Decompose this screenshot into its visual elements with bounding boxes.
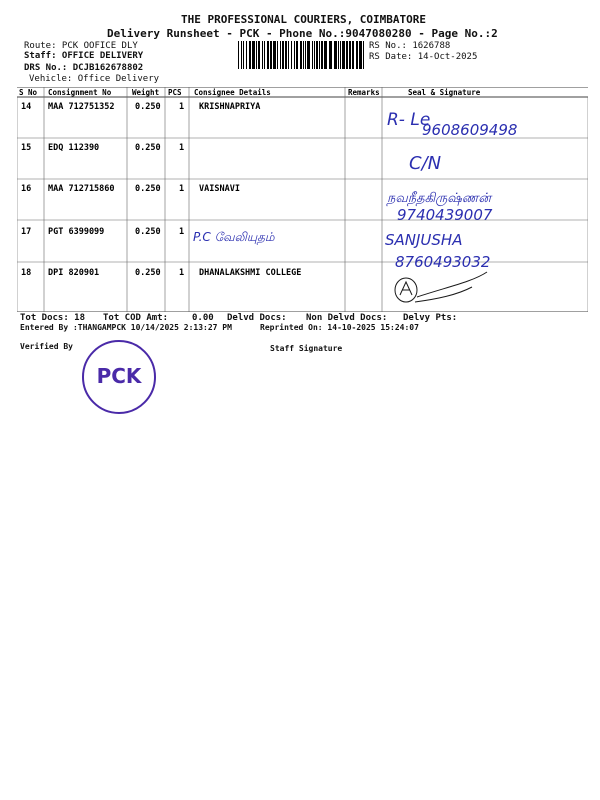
- signature-phone: 9740439007: [397, 206, 493, 224]
- signature-text: C/N: [409, 153, 442, 174]
- col-pcs: PCS: [168, 88, 182, 97]
- row-consignment: PGT 6399099: [48, 227, 105, 237]
- drs-number: DRS No.: DCJB162678802: [24, 63, 144, 73]
- row-sno: 15: [21, 143, 32, 153]
- row-pcs: 1: [179, 143, 185, 153]
- col-seal-signature: Seal & Signature: [408, 88, 481, 97]
- staff-signature: Staff Signature: [270, 344, 343, 353]
- vehicle-text: Vehicle: Office Delivery: [29, 74, 160, 84]
- col-weight: Weight: [132, 88, 160, 97]
- delvy-pts: Delvy Pts:: [403, 313, 458, 323]
- row-consignment: EDQ 112390: [48, 143, 100, 153]
- signature-text: R- Le: [387, 110, 431, 130]
- row-pcs: 1: [179, 184, 185, 194]
- row-sno: 16: [21, 184, 32, 194]
- entered-by: Entered By :THANGAMPCK 10/14/2025 2:13:27 PM: [20, 323, 232, 332]
- tot-cod-label: Tot COD Amt:: [103, 313, 169, 323]
- reprinted-on: Reprinted On: 14-10-2025 15:24:07: [260, 323, 419, 332]
- company-title: THE PROFESSIONAL COURIERS, COIMBATORE: [181, 13, 427, 26]
- rs-date: RS Date: 14-Oct-2025: [369, 52, 478, 62]
- row-consignment: MAA 712715860: [48, 184, 115, 194]
- row-pcs: 1: [179, 102, 185, 112]
- row-consignee: KRISHNAPRIYA: [199, 102, 261, 112]
- route-text: Route: PCK OOFICE DLY: [24, 41, 138, 51]
- row-consignee: DHANALAKSHMI COLLEGE: [199, 268, 302, 278]
- stamp-text: PCK: [96, 364, 142, 388]
- row-pcs: 1: [179, 227, 185, 237]
- signature-phone: 9608609498: [422, 121, 518, 139]
- staff-text: Staff: OFFICE DELIVERY: [24, 51, 144, 61]
- row-consignment: MAA 712751352: [48, 102, 115, 112]
- row-sno: 17: [21, 227, 32, 237]
- signature-text: நவநீதகிருஷ்ணன்: [387, 191, 491, 206]
- col-remarks: Remarks: [348, 88, 380, 97]
- runsheet-subtitle: Delivery Runsheet - PCK - Phone No.:9047080280 - Page No.:2: [107, 27, 498, 40]
- col-consignment: Consignment No: [48, 88, 112, 97]
- signature-text: SANJUSHA: [385, 231, 463, 249]
- barcode-image: [238, 41, 366, 69]
- non-delvd-docs: Non Delvd Docs:: [306, 313, 388, 323]
- row-weight: 0.250: [135, 268, 161, 278]
- runsheet-table: [17, 87, 588, 312]
- pck-stamp: [82, 340, 156, 414]
- verified-by: Verified By: [20, 342, 73, 351]
- signature-phone: 8760493032: [395, 253, 491, 271]
- row-sno: 18: [21, 268, 32, 278]
- row-consignment: DPI 820901: [48, 268, 100, 278]
- delvd-docs: Delvd Docs:: [227, 313, 287, 323]
- row-weight: 0.250: [135, 143, 161, 153]
- row-sno: 14: [21, 102, 32, 112]
- row-weight: 0.250: [135, 102, 161, 112]
- row-weight: 0.250: [135, 227, 161, 237]
- col-consignee: Consignee Details: [194, 88, 271, 97]
- col-sno: S No: [19, 88, 38, 97]
- row-weight: 0.250: [135, 184, 161, 194]
- tot-cod-value: 0.00: [192, 313, 214, 323]
- row-pcs: 1: [179, 268, 185, 278]
- handwritten-consignee: P.C வேலியுதம்: [193, 230, 275, 244]
- rs-number: RS No.: 1626788: [369, 41, 451, 51]
- signature-scribble: [395, 272, 487, 302]
- tot-docs: Tot Docs: 18: [20, 313, 86, 323]
- row-consignee: VAISNAVI: [199, 184, 240, 194]
